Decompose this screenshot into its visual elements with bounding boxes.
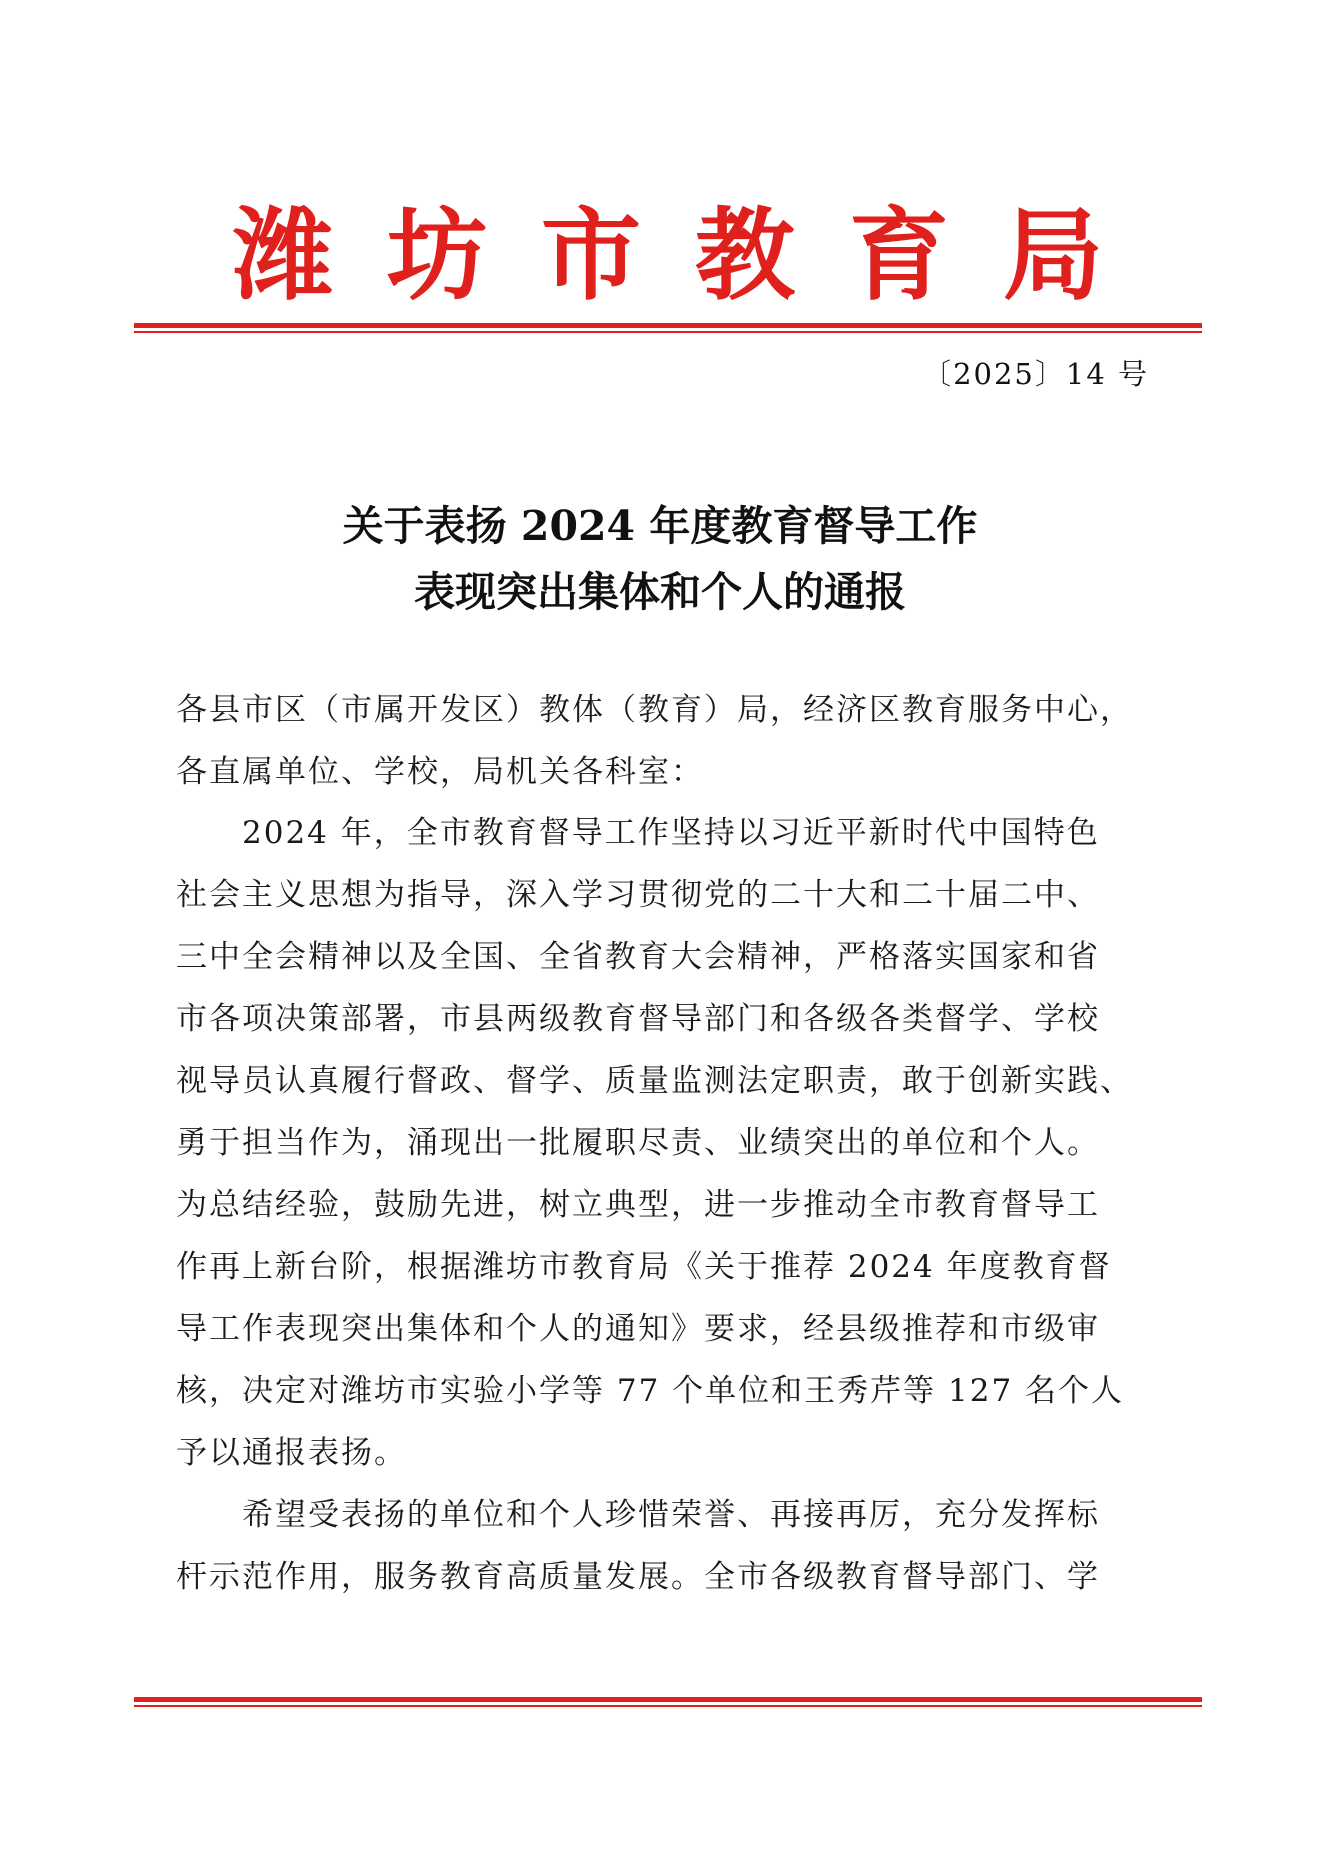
header-red-divider-thick (134, 323, 1202, 328)
body-line: 予以通报表扬。 (176, 1435, 407, 1471)
body-line: 三中全会精神以及全国、全省教育大会精神，严格落实国家和省 (176, 939, 1100, 975)
body-line: 希望受表扬的单位和个人珍惜荣誉、再接再厉，充分发挥标 (176, 1497, 1100, 1533)
body-line: 核，决定对潍坊市实验小学等 77 个单位和王秀芹等 127 名个人 (176, 1373, 1125, 1409)
agency-name-header: 潍坊市教育局 (233, 196, 1157, 314)
body-line: 导工作表现突出集体和个人的通知》要求，经县级推荐和市级审 (176, 1311, 1100, 1347)
body-line: 2024 年，全市教育督导工作坚持以习近平新时代中国特色 (176, 815, 1100, 851)
body-line: 各县市区（市属开发区）教体（教育）局，经济区教育服务中心， (176, 692, 1133, 728)
document-title-line-2: 表现突出集体和个人的通报 (414, 568, 906, 616)
body-line: 为总结经验，鼓励先进，树立典型，进一步推动全市教育督导工 (176, 1187, 1100, 1223)
footer-red-divider-thick (134, 1697, 1202, 1702)
body-line: 各直属单位、学校，局机关各科室： (176, 754, 704, 790)
body-line: 社会主义思想为指导，深入学习贯彻党的二十大和二十届二中、 (176, 877, 1100, 913)
footer-red-divider (134, 1697, 1202, 1707)
body-line: 作再上新台阶，根据潍坊市教育局《关于推荐 2024 年度教育督 (176, 1249, 1112, 1285)
header-red-divider-thin (134, 331, 1202, 333)
footer-red-divider-thin (134, 1705, 1202, 1707)
document-number: 〔2025〕14 号 (922, 357, 1149, 391)
body-line: 杆示范作用，服务教育高质量发展。全市各级教育督导部门、学 (176, 1559, 1100, 1595)
body-line: 市各项决策部署，市县两级教育督导部门和各级各类督学、学校 (176, 1001, 1100, 1037)
header-red-divider (134, 323, 1202, 333)
body-line: 视导员认真履行督政、督学、质量监测法定职责，敢于创新实践、 (176, 1063, 1133, 1099)
body-line: 勇于担当作为，涌现出一批履职尽责、业绩突出的单位和个人。 (176, 1125, 1100, 1161)
document-title-line-1: 关于表扬 2024 年度教育督导工作 (342, 502, 978, 550)
